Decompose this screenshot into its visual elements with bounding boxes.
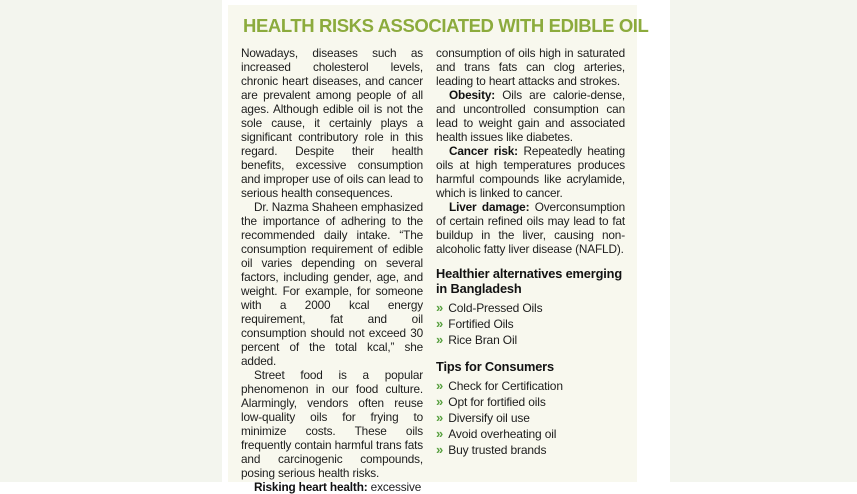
double-chevron-icon: » xyxy=(436,426,443,442)
bullet-list xyxy=(436,378,625,459)
article-paragraph: Dr. Nazma Shaheen emphasized the importance of adhering to the recommended daily intake. “The consumption requirement of edible oil varies depending on several factors, including gender, age, and weight. For example, for someone with a 2000 kcal energy requirement, fat and oil consumption should not exceed 30 percent of the total kcal,” she added. xyxy=(241,200,424,368)
bullet-item-label: Fortified Oils xyxy=(448,317,514,332)
article-panel xyxy=(228,5,649,494)
bullet-item-label: Buy trusted brands xyxy=(448,443,547,458)
article-paragraph: consumption of oils high in saturated and trans fats can clog arteries, leading to heart attacks and strokes. xyxy=(436,46,625,88)
double-chevron-icon: » xyxy=(436,410,443,426)
article-paragraph: Risking heart health: excessive xyxy=(254,480,422,494)
bullet-item-label: Opt for fortified oils xyxy=(448,394,546,409)
article-columns xyxy=(241,46,625,494)
bullet-item-label: Diversify oil use xyxy=(448,411,530,426)
article-column-right xyxy=(436,46,625,494)
article-paragraph: Street food is a popular phenomenon in our food culture. Alarmingly, vendors often reuse low-quality oils for frying to minimize costs. These oils frequently contain harmful trans fats and carcinogenic compounds, posing serious health risks. xyxy=(241,368,424,480)
bullet-list-item xyxy=(436,410,625,426)
section-heading: Tips for Consumers xyxy=(436,358,554,374)
double-chevron-icon: » xyxy=(436,442,443,458)
bullet-list xyxy=(436,300,625,349)
bullet-list-item xyxy=(436,316,625,332)
bullet-item-label: Rice Bran Oil xyxy=(448,333,518,348)
bullet-list-item xyxy=(436,426,625,442)
article-paragraph: Obesity: Oils are calorie-dense, and uncontrolled consumption can lead to weight gain and associated health issues like diabetes. xyxy=(436,88,625,144)
bullet-list-item xyxy=(436,442,625,458)
double-chevron-icon: » xyxy=(436,332,443,348)
bullet-item-label: Cold-Pressed Oils xyxy=(448,301,543,315)
double-chevron-icon: » xyxy=(436,377,443,393)
bullet-list-item xyxy=(436,300,625,316)
bullet-item-label: Check for Certification xyxy=(448,378,563,393)
article-headline: HEALTH RISKS ASSOCIATED WITH EDIBLE OIL xyxy=(243,15,649,36)
double-chevron-icon: » xyxy=(436,316,443,332)
double-chevron-icon: » xyxy=(436,393,443,409)
bullet-list-item xyxy=(436,394,625,410)
article-paragraph: Nowadays, diseases such as increased cholesterol levels, chronic heart diseases, and cancer are prevalent among people of all ages. Although edible oil is not the sole cause, it certainly plays a significant contributory role in this regard. Despite their health benefits, excessive consumption and improper use of oils can lead to serious health consequences. xyxy=(241,46,424,200)
paragraph-bold-lead: Risking heart health: xyxy=(254,480,368,494)
bullet-item-label: Avoid overheating oil xyxy=(448,427,557,442)
article-paragraph: Liver damage: Overconsumption of certain refined oils may lead to fat buildup in the liver, causing non-alcoholic fatty liver disease (NAFLD). xyxy=(436,200,625,256)
bullet-list-item xyxy=(436,332,625,348)
bullet-list-item xyxy=(436,378,625,394)
section-heading: Healthier alternatives emerging in Bangladesh xyxy=(436,266,622,296)
article-paragraph: Cancer risk: Repeatedly heating oils at high temperatures produces harmful compounds like acrylamide, which is linked to cancer. xyxy=(436,144,625,200)
left-background-strip xyxy=(0,0,222,482)
article-column-left xyxy=(241,46,423,494)
right-background-strip xyxy=(670,0,857,482)
paragraph-bold-lead: Obesity: xyxy=(449,88,496,102)
paragraph-bold-lead: Cancer risk: xyxy=(449,144,518,158)
double-chevron-icon: » xyxy=(436,300,443,315)
paragraph-bold-lead: Liver damage: xyxy=(449,200,530,214)
